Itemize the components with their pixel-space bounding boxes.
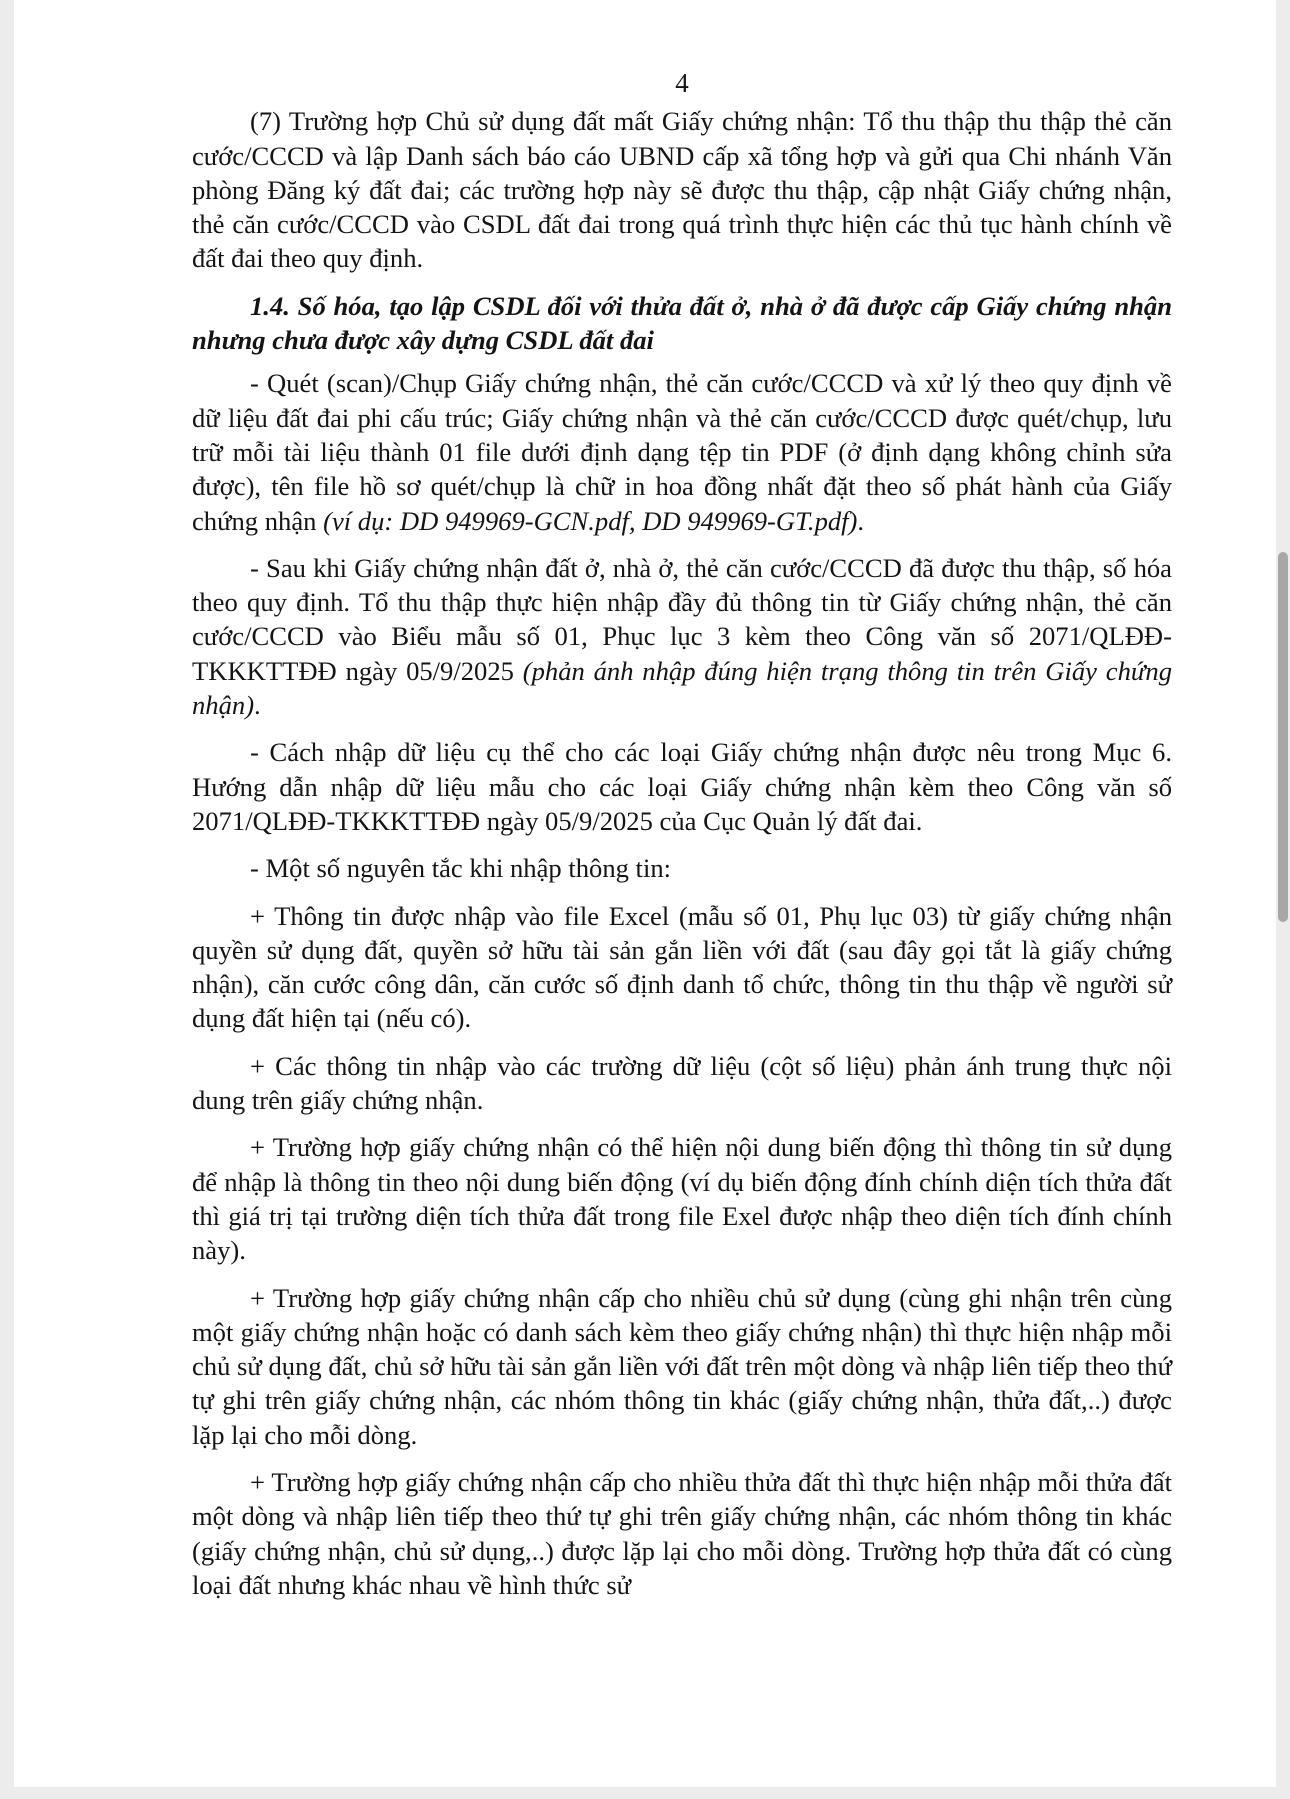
principle-item: + Các thông tin nhập vào các trường dữ liệu (cột số liệu) phản ánh trung thực nội dung trên giấy chứng nhận.: [192, 1050, 1172, 1116]
principle-item: + Trường hợp giấy chứng nhận cấp cho nhiều thửa đất thì thực hiện nhập mỗi thửa đất một dòng và nhập liên tiếp theo thứ tự ghi trên giấy chứng nhận, các nhóm thông tin khác (giấy chứng nhận, chủ sử dụng,..) được lặp lại cho mỗi dòng. Trường hợp thửa đất có cùng loại đất nhưng khác nhau về hình thức sử: [192, 1466, 1172, 1600]
scan-paragraph-example: (ví dụ: DD 949969-GCN.pdf, DD 949969-GT.pdf): [323, 505, 858, 536]
scan-paragraph-text: - Quét (scan)/Chụp Giấy chứng nhận, thẻ căn cước/CCCD và xử lý theo quy định về dữ liệu đất đai phi cấu trúc; Giấy chứng nhận và thẻ căn cước/CCCD được quét/chụp, lưu trữ mỗi tài liệu thành 01 file dưới định dạng tệp tin PDF (ở định dạng không chỉnh sửa được), tên file hồ sơ quét/chụp là chữ in hoa đồng nhất đặt theo số phát hành của Giấy chứng nhận: [192, 368, 1172, 536]
principle-item: + Thông tin được nhập vào file Excel (mẫu số 01, Phụ lục 03) từ giấy chứng nhận quyền sử dụng đất, quyền sở hữu tài sản gắn liền với đất (sau đây gọi tắt là giấy chứng nhận), căn cước công dân, căn cước số định danh tổ chức, thông tin thu thập về người sử dụng đất hiện tại (nếu có).: [192, 900, 1172, 1034]
scan-paragraph: [192, 366, 1172, 537]
document-page: [14, 0, 1276, 1787]
input-method-paragraph: - Cách nhập dữ liệu cụ thể cho các loại Giấy chứng nhận được nêu trong Mục 6. Hướng dẫn nhập dữ liệu mẫu cho các loại Giấy chứng nhận kèm theo Công văn số 2071/QLĐĐ-TKKKTTĐĐ ngày 05/9/2025 của Cục Quản lý đất đai.: [192, 737, 1172, 836]
after-digitization-paragraph: [192, 551, 1172, 722]
principle-item: + Trường hợp giấy chứng nhận có thể hiện nội dung biến động thì thông tin sử dụng để nhập là thông tin theo nội dung biến động (ví dụ biến động đính chính diện tích thửa đất thì giá trị tại trường diện tích thửa đất trong file Exel được nhập theo diện tích đính chính này).: [192, 1132, 1172, 1266]
section-heading-1-4: 1.4. Số hóa, tạo lập CSDL đối với thửa đất ở, nhà ở đã được cấp Giấy chứng nhận nhưng chưa được xây dựng CSDL đất đai: [192, 290, 1172, 356]
principle-item: + Trường hợp giấy chứng nhận cấp cho nhiều chủ sử dụng (cùng ghi nhận trên cùng một giấy chứng nhận hoặc có danh sách kèm theo giấy chứng nhận) thì thực hiện nhập mỗi chủ sử dụng đất, chủ sở hữu tài sản gắn liền với đất trên một dòng và nhập liên tiếp theo thứ tự ghi trên giấy chứng nhận, các nhóm thông tin khác (giấy chứng nhận, thửa đất,..) được lặp lại cho mỗi dòng.: [192, 1282, 1172, 1450]
document-body: [192, 66, 1172, 1615]
page-number: 4: [675, 68, 689, 98]
after-digitization-text: - Sau khi Giấy chứng nhận đất ở, nhà ở, thẻ căn cước/CCCD đã được thu thập, số hóa theo quy định. Tổ thu thập thực hiện nhập đầy đủ thông tin từ Giấy chứng nhận, thẻ căn cước/CCCD vào Biểu mẫu số 01, Phục lục 3 kèm theo Công văn số 2071/QLĐĐ-TKKKTTĐĐ ngày 05/9/2025: [192, 552, 1172, 686]
after-digitization-italic: (phản ánh nhập đúng hiện trạng thông tin trên Giấy chứng nhận): [192, 655, 1172, 721]
paragraph-7: (7) Trường hợp Chủ sử dụng đất mất Giấy chứng nhận: Tổ thu thập thu thập thẻ căn cước/CCCD và lập Danh sách báo cáo UBND cấp xã tổng hợp và gửi qua Chi nhánh Văn phòng Đăng ký đất đai; các trường hợp này sẽ được thu thập, cập nhật Giấy chứng nhận, thẻ căn cước/CCCD vào CSDL đất đai trong quá trình thực hiện các thủ tục hành chính về đất đai theo quy định.: [192, 106, 1172, 274]
after-digitization-end: .: [254, 690, 261, 721]
principles-intro: - Một số nguyên tắc khi nhập thông tin:: [250, 853, 672, 884]
vertical-scrollbar-thumb[interactable]: [1278, 552, 1288, 922]
scan-paragraph-end: .: [857, 505, 865, 536]
